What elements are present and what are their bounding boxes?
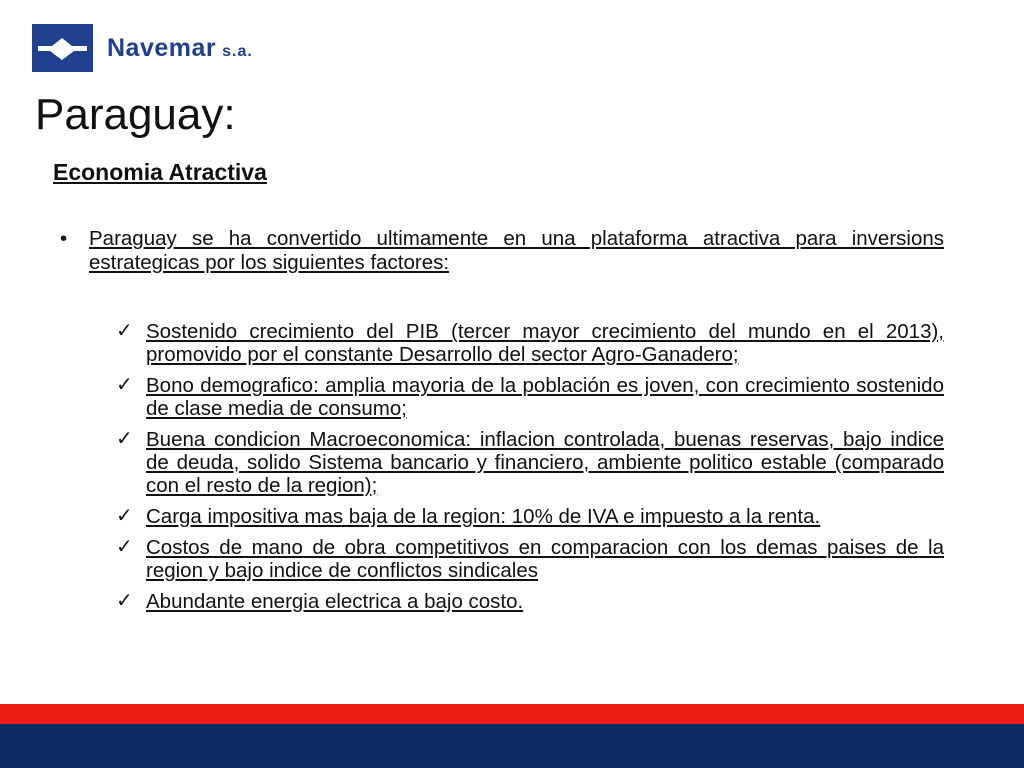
checkmark-icon: ✓ bbox=[116, 428, 133, 450]
checkmark-icon: ✓ bbox=[116, 505, 133, 527]
intro-bullet bbox=[60, 227, 944, 275]
checkmark-icon: ✓ bbox=[116, 374, 133, 396]
factor-item bbox=[116, 590, 944, 613]
checkmark-icon: ✓ bbox=[116, 590, 133, 612]
company-logo bbox=[32, 24, 253, 72]
logo-suffix: s.a. bbox=[222, 42, 253, 60]
slide-subtitle: Economia Atractiva bbox=[53, 159, 267, 185]
factor-text: Abundante energia electrica a bajo costo. bbox=[146, 590, 524, 613]
factor-item bbox=[116, 536, 944, 582]
intro-text: Paraguay se ha convertido ultimamente en una plataforma atractiva para inversions estrategicas por los siguientes factores: bbox=[89, 227, 944, 274]
checkmark-icon: ✓ bbox=[116, 536, 133, 558]
factor-text: Bono demografico: amplia mayoria de la población es joven, con crecimiento sostenido de clase media de consumo; bbox=[146, 374, 944, 420]
factor-item bbox=[116, 428, 944, 497]
logo-name: Navemar bbox=[107, 33, 217, 62]
footer-red-band bbox=[0, 704, 1024, 724]
factor-list bbox=[116, 320, 944, 621]
factor-text: Costos de mano de obra competitivos en comparacion con los demas paises de la region y bajo indice de conflictos sindicales bbox=[146, 536, 944, 582]
bullet-mark: • bbox=[60, 227, 68, 250]
factor-text: Sostenido crecimiento del PIB (tercer mayor crecimiento del mundo en el 2013), promovido por el constante Desarrollo del sector Agro-Ganadero; bbox=[146, 320, 944, 366]
factor-text: Buena condicion Macroeconomica: inflacion controlada, buenas reservas, bajo indice de deuda, solido Sistema bancario y financiero, ambiente politico estable (comparado con el resto de la region); bbox=[146, 428, 944, 497]
factor-item bbox=[116, 374, 944, 420]
navemar-logo-icon bbox=[32, 24, 93, 72]
factor-item bbox=[116, 320, 944, 366]
logo-wordmark bbox=[107, 34, 253, 63]
factor-item bbox=[116, 505, 944, 528]
footer-blue-band bbox=[0, 724, 1024, 768]
checkmark-icon: ✓ bbox=[116, 320, 133, 342]
slide-title: Paraguay: bbox=[35, 90, 236, 139]
factor-text: Carga impositiva mas baja de la region: 10% de IVA e impuesto a la renta. bbox=[146, 505, 821, 528]
